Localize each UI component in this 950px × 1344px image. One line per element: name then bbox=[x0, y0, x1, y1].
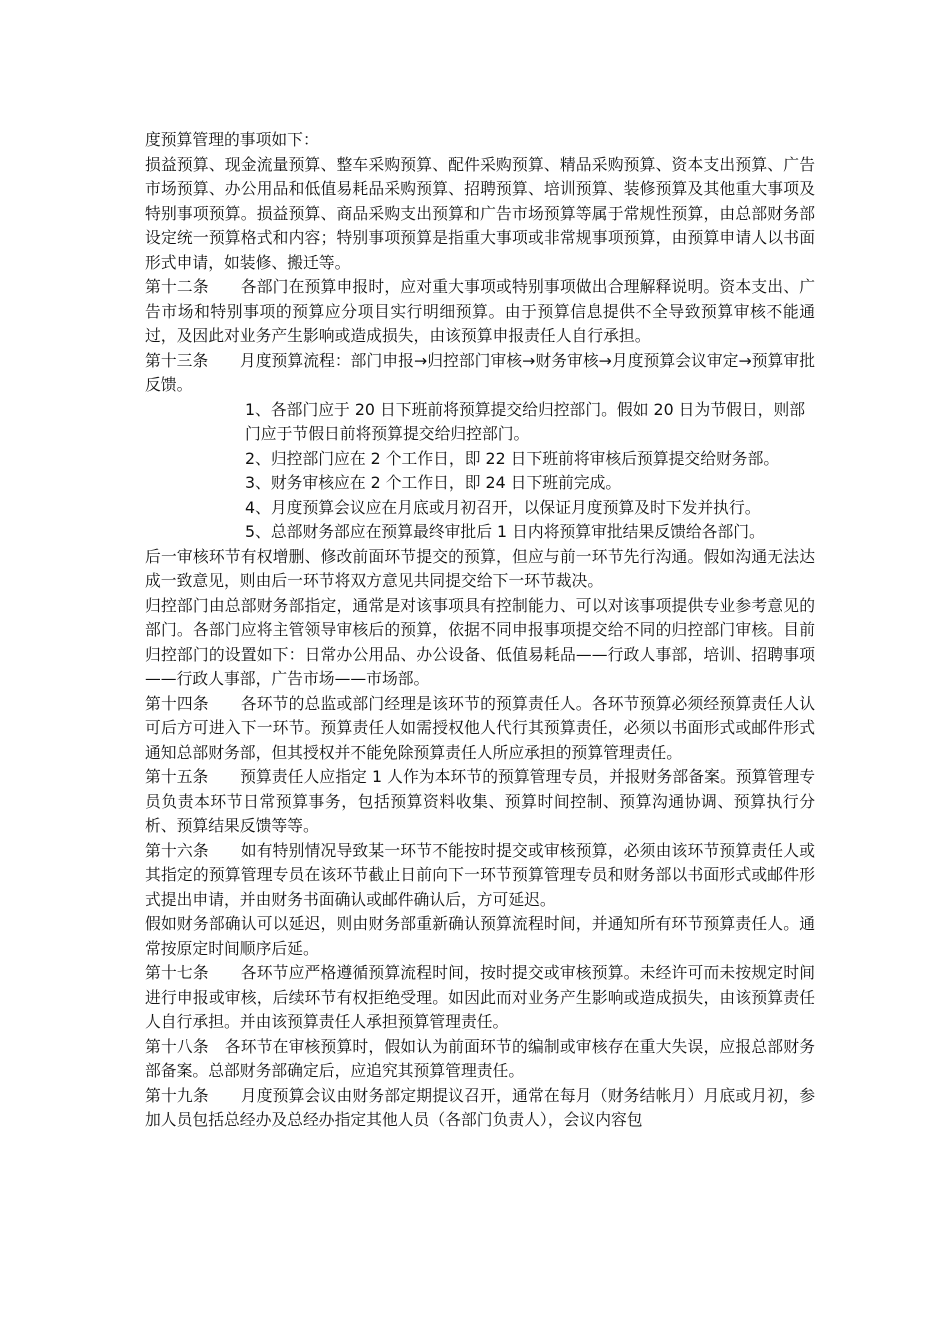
paragraph-delay-confirmation: 假如财务部确认可以延迟，则由财务部重新确认预算流程时间，并通知所有环节预算责任人。通常按原定时间顺序后延。 bbox=[145, 914, 815, 958]
paragraph-article-18: 第十八条 各环节在审核预算时，假如认为前面环节的编制或审核存在重大失误，应报总部财务部备案。总部财务部确定后，应追究其预算管理责任。 bbox=[145, 1036, 815, 1080]
process-step-list bbox=[145, 398, 815, 545]
paragraph-article-16: 第十六条 如有特别情况导致某一环节不能按时提交或审核预算，必须由该环节预算责任人或其指定的预算管理专员在该环节截止日前向下一环节预算管理专员和财务部以书面形式或邮件形式提出申请，并由财务书面确认或邮件确认后，方可延迟。 bbox=[145, 840, 815, 909]
document-body bbox=[145, 128, 815, 1133]
process-step-3: 3、财务审核应在 2 个工作日，即 24 日下班前完成。 bbox=[245, 473, 622, 492]
paragraph-article-12: 第十二条 各部门在预算申报时，应对重大事项或特别事项做出合理解释说明。资本支出、广告市场和特别事项的预算应分项目实行明细预算。由于预算信息提供不全导致预算审核不能通过，及因此对业务产生影响或造成损失，由该预算申报责任人自行承担。 bbox=[145, 277, 815, 345]
paragraph-review-rights: 后一审核环节有权增删、修改前面环节提交的预算，但应与前一环节先行沟通。假如沟通无法达成一致意见，则由后一环节将双方意见共同提交给下一环节裁决。 bbox=[145, 546, 815, 590]
process-step-1: 1、各部门应于 20 日下班前将预算提交给归控部门。假如 20 日为节假日，则部门应于节假日前将预算提交给归控部门。 bbox=[245, 399, 806, 443]
paragraph-article-13: 第十三条 月度预算流程：部门申报→归控部门审核→财务审核→月度预算会议审定→预算审批反馈。 bbox=[145, 350, 815, 394]
paragraph-intro: 度预算管理的事项如下： bbox=[145, 130, 319, 149]
paragraph-article-17: 第十七条 各环节应严格遵循预算流程时间，按时提交或审核预算。未经许可而未按规定时间进行申报或审核，后续环节有权拒绝受理。如因此而对业务产生影响或造成损失，由该预算责任人自行承担。并由该预算责任人承担预算管理责任。 bbox=[145, 963, 815, 1031]
paragraph-article-19: 第十九条 月度预算会议由财务部定期提议召开，通常在每月（财务结帐月）月底或月初，参加人员包括总经办及总经办指定其他人员（各部门负责人），会议内容包 bbox=[145, 1085, 815, 1129]
process-step-5: 5、总部财务部应在预算最终审批后 1 日内将预算审批结果反馈给各部门。 bbox=[245, 522, 765, 541]
process-step-4: 4、月度预算会议应在月底或月初召开，以保证月度预算及时下发并执行。 bbox=[245, 497, 761, 517]
paragraph-control-departments: 归控部门由总部财务部指定，通常是对该事项具有控制能力、可以对该事项提供专业参考意见的部门。各部门应将主管领导审核后的预算，依据不同申报事项提交给不同的归控部门审核。目前归控部门的设置如下：日常办公用品、办公设备、低值易耗品——行政人事部，培训、招聘事项——行政人事部，广告市场——市场部。 bbox=[145, 595, 815, 688]
process-step-2: 2、归控部门应在 2 个工作日，即 22 日下班前将审核后预算提交给财务部。 bbox=[245, 448, 780, 468]
paragraph-budget-types: 损益预算、现金流量预算、整车采购预算、配件采购预算、精品采购预算、资本支出预算、广告市场预算、办公用品和低值易耗品采购预算、招聘预算、培训预算、装修预算及其他重大事项及特别事项预算。损益预算、商品采购支出预算和广告市场预算等属于常规性预算，由总部财务部设定统一预算格式和内容；特别事项预算是指重大事项或非常规事项预算，由预算申请人以书面形式申请，如装修、搬迁等。 bbox=[145, 154, 815, 272]
paragraph-article-14: 第十四条 各环节的总监或部门经理是该环节的预算责任人。各环节预算必须经预算责任人认可后方可进入下一环节。预算责任人如需授权他人代行其预算责任，必须以书面形式或邮件形式通知总部财务部，但其授权并不能免除预算责任人所应承担的预算管理责任。 bbox=[145, 693, 815, 762]
paragraph-article-15: 第十五条 预算责任人应指定 1 人作为本环节的预算管理专员，并报财务部备案。预算管理专员负责本环节日常预算事务，包括预算资料收集、预算时间控制、预算沟通协调、预算执行分析、预算结果反馈等等。 bbox=[145, 767, 815, 835]
